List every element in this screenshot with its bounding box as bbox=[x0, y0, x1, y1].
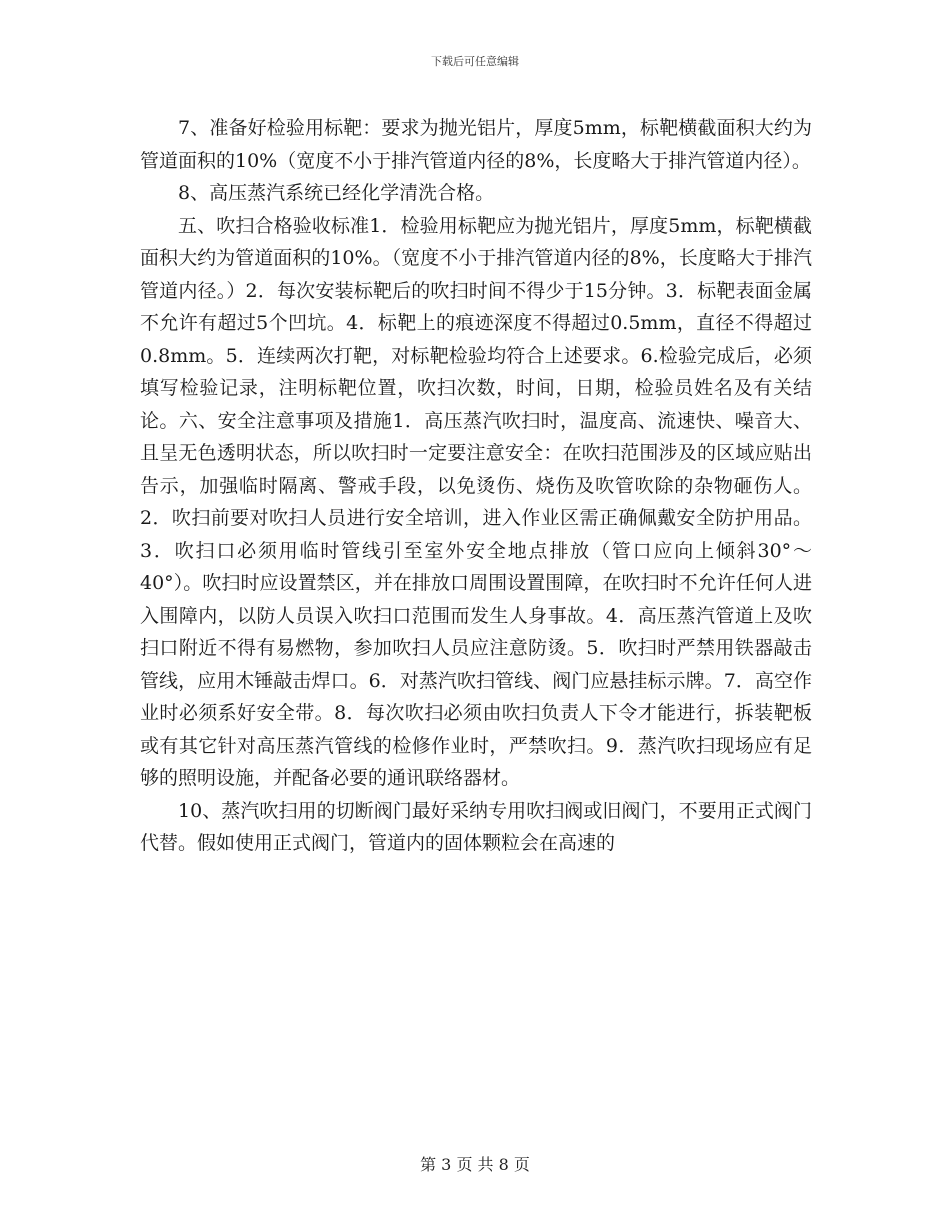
paragraph-item-8: 8、高压蒸汽系统已经化学清洗合格。 bbox=[178, 182, 495, 204]
page-number: 第 3 页 共 8 页 bbox=[420, 1155, 530, 1174]
page-header-note: 下载后可任意编辑 bbox=[431, 55, 519, 68]
document-body bbox=[140, 112, 812, 860]
paragraph-item-10: 10、蒸汽吹扫用的切断阀门最好采纳专用吹扫阀或旧阀门，不要用正式阀门代替。假如使用正式阀门，管道内的固体颗粒会在高速的 bbox=[140, 799, 812, 854]
paragraph-item-7: 7、准备好检验用标靶：要求为抛光铝片，厚度5mm，标靶横截面积大约为管道面积的10%（宽度不小于排汽管道内径的8%，长度略大于排汽管道内径）。 bbox=[140, 117, 812, 172]
paragraph-acceptance-and-safety: 五、吹扫合格验收标准1．检验用标靶应为抛光铝片，厚度5mm，标靶横截面积大约为管道面积的10%。（宽度不小于排汽管道内径的8%，长度略大于排汽管道内径。）2．每次安装标靶后的吹扫时间不得少于15分钟。3．标靶表面金属不允许有超过5个凹坑。4．标靶上的痕迹深度不得超过0.5mm，直径不得超过0.8mm。5．连续两次打靶，对标靶检验均符合上述要求。6.检验完成后，必须填写检验记录，注明标靶位置，吹扫次数，时间，日期，检验员姓名及有关结论。六、安全注意事项及措施1．高压蒸汽吹扫时，温度高、流速快、噪音大、且呈无色透明状态，所以吹扫时一定要注意安全：在吹扫范围涉及的区域应贴出告示，加强临时隔离、警戒手段，以免烫伤、烧伤及吹管吹除的杂物砸伤人。2．吹扫前要对吹扫人员进行安全培训，进入作业区需正确佩戴安全防护用品。3．吹扫口必须用临时管线引至室外安全地点排放（管口应向上倾斜30°～40°）。吹扫时应设置禁区，并在排放口周围设置围障，在吹扫时不允许任何人进入围障内，以防人员误入吹扫口范围而发生人身事故。4．高压蒸汽管道上及吹扫口附近不得有易燃物，参加吹扫人员应注意防烫。5．吹扫时严禁用铁器敲击管线，应用木锤敲击焊口。6．对蒸汽吹扫管线、阀门应悬挂标示牌。7．高空作业时必须系好安全带。8．每次吹扫必须由吹扫负责人下令才能进行，拆装靶板或有其它针对高压蒸汽管线的检修作业时，严禁吹扫。9．蒸汽吹扫现场应有足够的照明设施，并配备必要的通讯联络器材。 bbox=[140, 214, 812, 789]
